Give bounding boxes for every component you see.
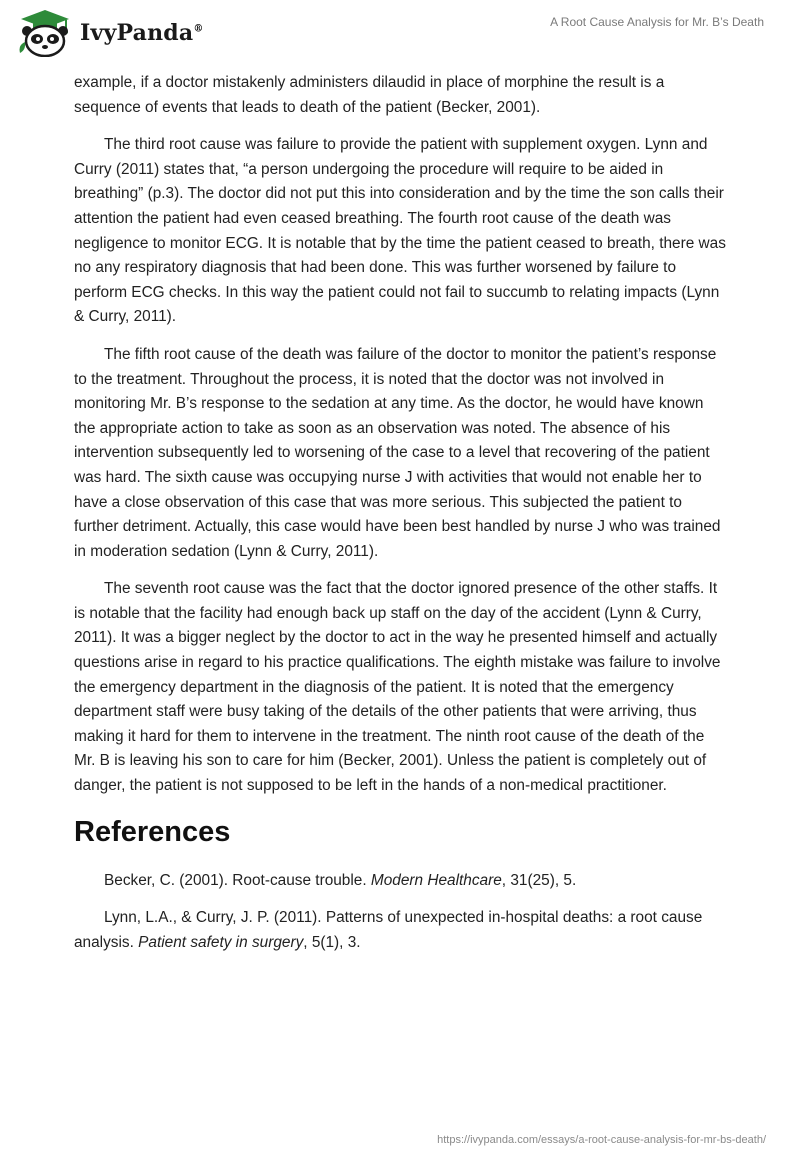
page-header [0, 0, 800, 70]
panda-graduation-cap-icon [16, 9, 74, 57]
reference-journal: Patient safety in surgery [138, 933, 304, 951]
reference-details: , 5(1), 3. [303, 933, 361, 951]
reference-details: , 31(25), 5. [501, 871, 577, 889]
registered-mark: ® [193, 23, 204, 35]
reference-item [74, 869, 726, 894]
essay-content [74, 71, 726, 968]
paragraph: example, if a doctor mistakenly administers dilaudid in place of morphine the result is a sequence of events that leads to death of the patient (Becker, 2001). [74, 74, 665, 116]
reference-text: Lynn, L.A., & Curry, J. P. (2011). Patterns of unexpected in-hospital deaths: a root cause analysis. [74, 909, 703, 951]
brand-text: IvyPanda [80, 20, 194, 46]
brand-name[interactable] [80, 20, 204, 46]
paragraph: The fifth root cause of the death was failure of the doctor to monitor the patient’s response to the treatment. Throughout the process, it is noted that the doctor was not involved in monitoring Mr. B’s response to the sedation at any time. As the doctor, he would have known the appropriate action to take as soon as an observation was noted. The absence of his intervention subsequently led to worsening of the case to a level that recovering of the patient was hard. The sixth cause was occupying nurse J with activities that would not enable her to have a close observation of this case that was more serious. This subjected the patient to further detriment. Actually, this case would have been best handled by nurse J who was trained in moderation sedation (Lynn & Curry, 2011). [74, 345, 721, 560]
document-title: A Root Cause Analysis for Mr. B’s Death [550, 15, 764, 29]
reference-item [74, 906, 726, 955]
paragraph: The third root cause was failure to provide the patient with supplement oxygen. Lynn and Curry (2011) states that, “a person undergoing the procedure will require to be aided in breathing” (p.3). The doctor did not put this into consideration and by the time the son calls their attention the patient had even ceased breathing. The fourth root cause of the death was negligence to monitor ECG. It is notable that by the time the patient ceased to breath, there was no any respiratory diagnosis that had been done. This was further worsened by failure to perform ECG checks. In this way the patient could not fail to succumb to relating impacts (Lynn & Curry, 2011). [74, 136, 726, 326]
reference-journal: Modern Healthcare [370, 871, 502, 889]
references-heading: References [74, 815, 231, 848]
reference-text: Becker, C. (2001). Root-cause trouble. [104, 871, 371, 889]
source-url-link[interactable]: https://ivypanda.com/essays/a-root-cause-analysis-for-mr-bs-death/ [437, 1134, 766, 1146]
paragraph: The seventh root cause was the fact that the doctor ignored presence of the other staffs. It is notable that the facility had enough back up staff on the day of the accident (Lynn & Curry, 2011). It was a bigger neglect by the doctor to act in the way he presented himself and actually questions arise in regard to his practice qualifications. The eighth mistake was failure to involve the emergency department in the diagnosis of the patient. It is noted that the emergency department staff were busy taking of the details of the other patients that were arriving, thus making it hard for them to intervene in the treatment. The ninth root cause of the death of the Mr. B is leaving his son to care for him (Becker, 2001). Unless the patient is completely out of danger, the patient is not supposed to be left in the hands of a non-medical practitioner. [74, 580, 721, 795]
